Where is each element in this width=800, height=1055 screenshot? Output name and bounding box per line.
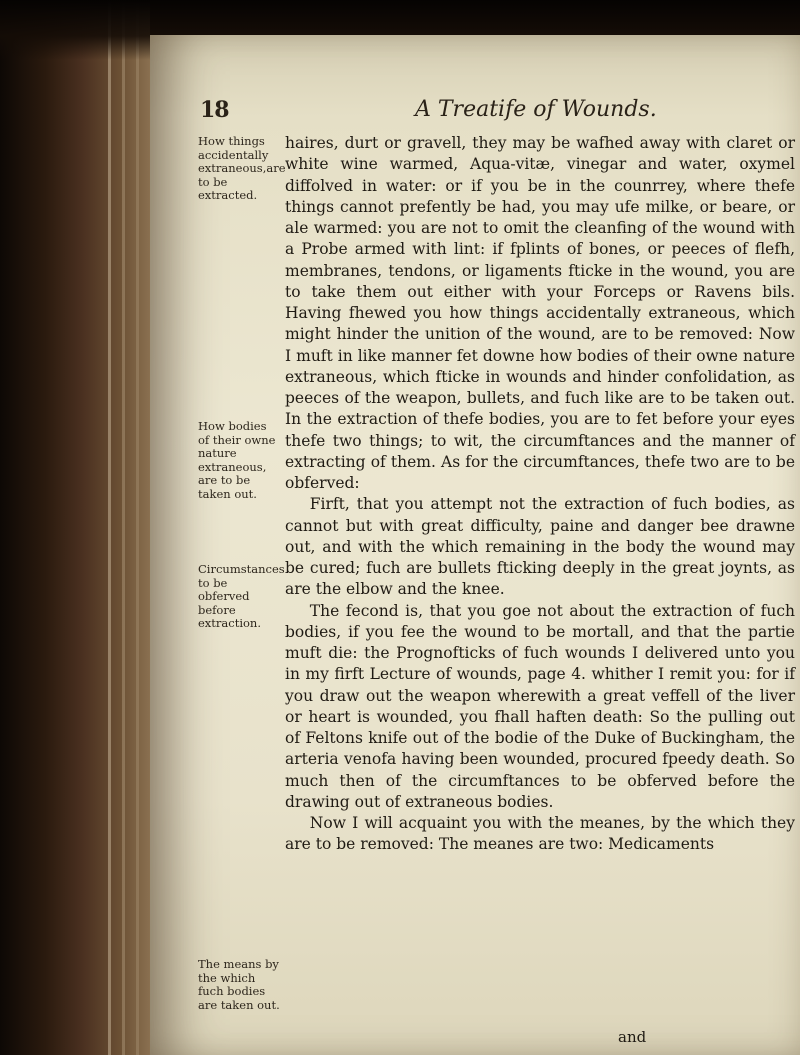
paragraph-second-circumstance: The fecond is, that you goe not about the extraction of fuch bodies, if you fee the wound to be mortall, and that the partie muft die: the Prognofticks of fuch wounds I delivered unto you in my firft Lecture of wounds, page 4. whither I remit you: for if you draw out the weapon wherewith a great veffell of the liver or heart is wounded, you fhall haften death: So the pulling out of Feltons knife out of the bodie of the Duke of Buckingham, the arteria venofa having been wounded, procured fpeedy death. So much then of the circumftances to be obferved before the drawing out of extraneous bodies.	[285, 601, 795, 811]
body-text	[285, 133, 795, 856]
margin-note-means: The means by the which fuch bodies are taken out.	[198, 957, 280, 1012]
paragraph-first-circumstance: Firft, that you attempt not the extraction of fuch bodies, as cannot but with great difficulty, paine and danger bee drawne out, and with the which remaining in the body the wound may be cured; fuch are bullets fticking deeply in the great joynts, as are the elbow and the knee.	[285, 495, 795, 599]
margin-note-extraneous-things: How things accidentally extraneous,are to be extracted.	[198, 134, 286, 202]
catchword: and	[618, 1028, 647, 1046]
spine-streak	[108, 0, 111, 1055]
spine-streak	[122, 0, 125, 1055]
paragraph-cleansing: haires, durt or gravell, they may be wafhed away with claret or white wine warmed, Aqua-vitæ, vinegar and water, oxymel diffolved in water: or if you be in the counrrey, where thefe things cannot prefently be had, you may ufe milke, or beare, or ale warmed: you are not to omit the cleanfing of the wound with a Probe armed with lint: if fplints of bones, or peeces of flefh, membranes, tendons, or ligaments fticke in the wound, you are to take them out either with your Forceps or Ravens bils. Having fhewed you how things accidentally extraneous, which might hinder the unition of the wound, are to be removed: Now I muft in like manner fet downe how bodies of their owne nature extraneous, which fticke in wounds and hinder confolidation, as peeces of the weapon, bullets, and fuch like are to be taken out. In the extraction of thefe bodies, you are to fet before your eyes thefe two things; to wit, the circumftances and the manner of extracting of them. As for the circumftances, thefe two are to be obferved:	[285, 134, 795, 492]
page-header	[150, 97, 800, 137]
margin-note-circumstances: Circumstances to be obferved before extraction.	[198, 562, 285, 630]
book-spine-shadow	[0, 0, 150, 1055]
paragraph-means: Now I will acquaint you with the meanes, by the which they are to be removed: The meanes are two: Medicaments	[285, 814, 795, 854]
margin-note-extraneous-bodies: How bodies of their owne nature extraneous, are to be taken out.	[198, 419, 276, 501]
book-page	[150, 35, 800, 1055]
page-number: 18	[200, 97, 229, 123]
running-title: A Treatife of Wounds.	[415, 97, 657, 122]
spine-streak	[136, 0, 139, 1055]
